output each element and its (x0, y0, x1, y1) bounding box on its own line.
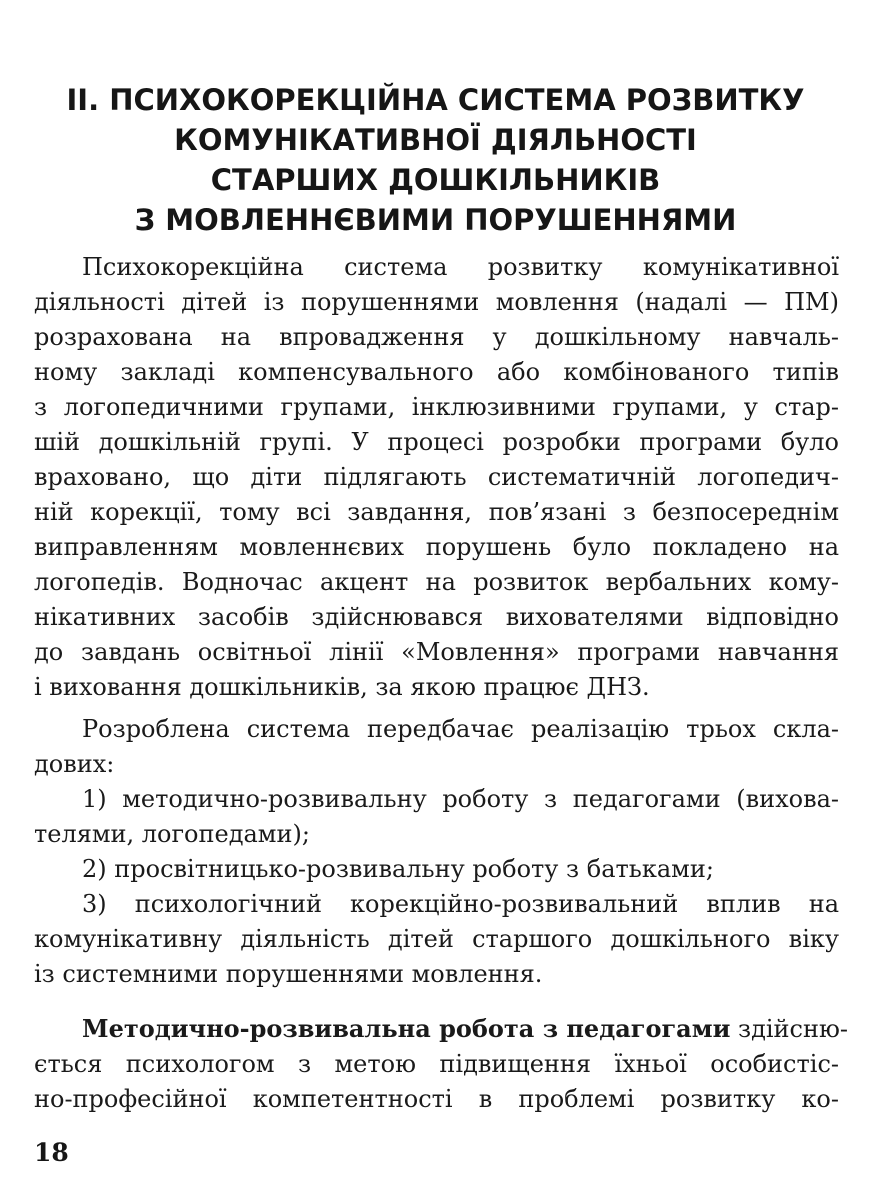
heading-line: КОМУНІКАТИВНОЇ ДІЯЛЬНОСТІ (174, 123, 697, 157)
text-line: враховано, що діти підлягають систематичній логопедич- (34, 463, 839, 491)
paragraph-methodical-work (34, 1011, 848, 1117)
text-line: з логопедичними групами, інклюзивними групами, у стар- (34, 393, 839, 421)
list-item-line: із системними порушеннями мовлення. (34, 960, 543, 988)
text-line: но-професійної компетентності в проблемі розвитку ко- (34, 1085, 839, 1113)
text-line: розрахована на впровадження у дошкільному навчаль- (34, 323, 839, 351)
text-line: логопедів. Водночас акцент на розвиток вербальних кому- (34, 568, 839, 596)
bold-lead-phrase: Методично-розвивальна робота з педагогами (82, 1014, 731, 1043)
text-line: нікативних засобів здійснювався вихователями відповідно (34, 603, 839, 631)
text-line: шій дошкільній групі. У процесі розробки програми було (34, 428, 839, 456)
text-line: виправленням мовленнєвих порушень було покладено на (34, 533, 839, 561)
page-number: 18 (34, 1138, 69, 1167)
text-line: діяльності дітей із порушеннями мовлення (надалі — ПМ) (34, 288, 839, 316)
list-item-line: комунікативну діяльність дітей старшого дошкільного віку (34, 925, 839, 953)
text-line: ній корекції, тому всі завдання, пов’язані з безпосереднім (34, 498, 839, 526)
text-line: Психокорекційна система розвитку комунікативної (82, 253, 839, 281)
text-fragment: здійсню- (730, 1015, 848, 1043)
list-item-line: 2) просвітницько-розвивальну роботу з батьками; (82, 855, 714, 883)
paragraph-components-list (34, 712, 839, 992)
text-line: Розроблена система передбачає реалізацію трьох скла- (82, 715, 839, 743)
list-item-line: 3) психологічний корекційно-розвивальний вплив на (82, 890, 839, 918)
text-line: ється психологом з метою підвищення їхньої особистіс- (34, 1050, 839, 1078)
paragraph-system-description (34, 250, 839, 705)
text-line: до завдань освітньої лінії «Мовлення» програми навчання (34, 638, 839, 666)
text-line: і виховання дошкільників, за якою працює ДНЗ. (34, 673, 650, 701)
list-item-line: телями, логопедами); (34, 820, 310, 848)
heading-line: З МОВЛЕННЄВИМИ ПОРУШЕННЯМИ (134, 203, 737, 237)
heading-line: СТАРШИХ ДОШКІЛЬНИКІВ (210, 163, 661, 197)
heading-line: ІІ. ПСИХОКОРЕКЦІЙНА СИСТЕМА РОЗВИТКУ (66, 83, 805, 117)
text-line: ному закладі компенсувального або комбінованого типів (34, 358, 839, 386)
list-item-line: 1) методично-розвивальну роботу з педагогами (вихова- (82, 785, 839, 813)
section-heading (0, 80, 871, 240)
text-line (34, 1011, 848, 1047)
text-line: дових: (34, 750, 115, 778)
